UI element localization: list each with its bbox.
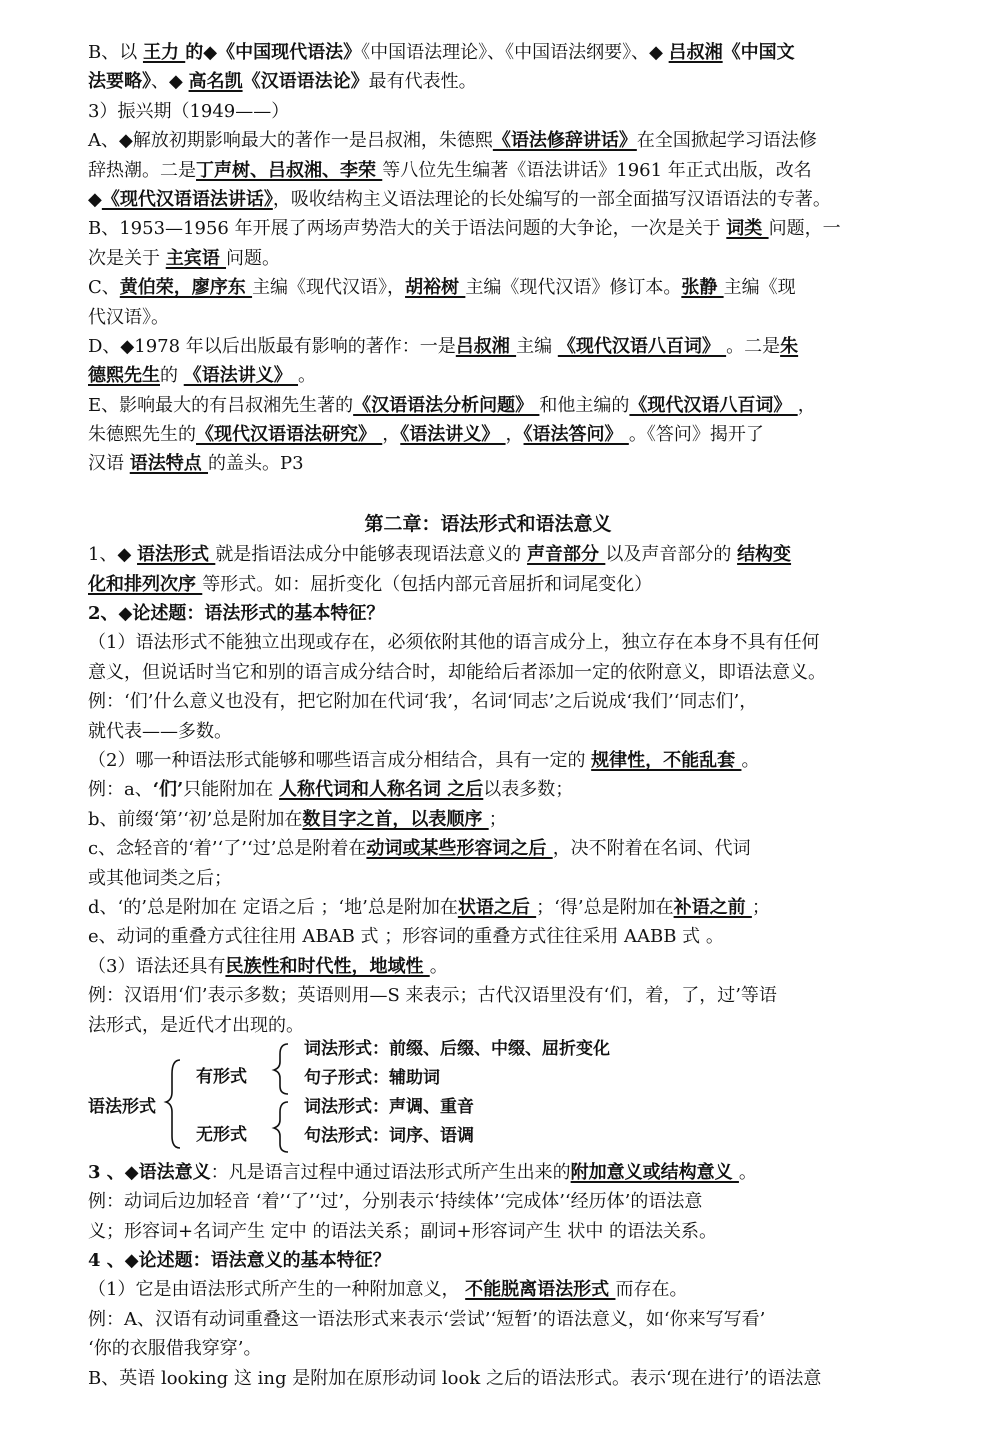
underlined-term: 《现代汉语八百词》 — [557, 335, 727, 357]
underlined-term: 《语法答问》 — [523, 424, 629, 446]
text-line — [88, 834, 888, 863]
text-run: 例：a、 — [88, 779, 153, 801]
text-run: 3）振兴期（1949——） — [88, 100, 290, 122]
underlined-term: 《语法讲义》 — [183, 365, 299, 387]
text-line — [88, 391, 888, 420]
underlined-term: 附加意义或结构意义 — [570, 1161, 739, 1183]
text-line — [88, 570, 888, 599]
underlined-term: 规律性，不能乱套 — [591, 749, 742, 771]
text-run: D、◆1978 年以后出版最有影响的著作：一是 — [88, 335, 456, 357]
text-run: 等八位先生编著《语法讲话》1961 年正式出版，改名 — [382, 159, 812, 181]
underlined-term: 状语之后 — [457, 896, 537, 918]
text-line — [88, 67, 888, 96]
text-line — [88, 893, 888, 922]
text-run: 等形式。如：屈折变化（包括内部元音屈折和词尾变化） — [202, 573, 653, 595]
underlined-term: 黄伯荣，廖序东 — [119, 277, 253, 299]
text-run: 2、◆论述题：语法形式的基本特征？ — [88, 603, 385, 625]
text-run: d、‘的’总是附加在 定语之后 ；‘地’总是附加在 — [88, 896, 458, 918]
text-run: 主编 — [516, 335, 558, 357]
text-run: 或其他词类之后； — [88, 867, 232, 889]
underlined-term: 王力 — [142, 42, 186, 63]
underlined-term: 《现代汉语八百词》 — [629, 394, 798, 416]
text-line — [88, 1305, 888, 1334]
text-run: ‘们’ — [152, 779, 184, 801]
text-line — [88, 1187, 888, 1216]
underlined-term: 《语法修辞讲话》 — [492, 130, 637, 152]
text-run: 例：动词后边加轻音 ‘着’‘了’‘过’，分别表示‘持续体’‘完成体’‘经历体’的语法意 — [88, 1191, 703, 1213]
text-line — [88, 1334, 888, 1363]
text-line — [88, 214, 888, 243]
text-run: 的 — [160, 365, 184, 387]
underlined-term: 语法特点 — [129, 453, 209, 475]
text-run: 就是指语法成分中能够表现语法意义的 — [215, 544, 528, 566]
underlined-term: 数目字之首，以表顺序 — [302, 808, 489, 830]
text-line — [88, 97, 888, 126]
text-line — [88, 540, 888, 569]
document-page — [88, 38, 888, 1393]
text-run: 例：‘们’什么意义也没有，把它附加在代词‘我’，名词‘同志’之后说成‘我们’‘同志们’， — [88, 691, 758, 713]
text-run: 。 — [298, 365, 317, 387]
branch1-brace — [274, 1044, 288, 1094]
text-run: C、 — [88, 277, 120, 299]
text-run: 主编《现代汉语》， — [252, 277, 406, 299]
underlined-term: 朱 — [780, 335, 799, 357]
text-run: 意义，但说话时当它和别的语言成分结合时，却能给后者添加一定的依附意义，即语法意义。 — [88, 661, 826, 683]
text-line — [88, 775, 888, 804]
text-run: 例：A、汉语有动词重叠这一语法形式来表示‘尝试’‘短暂’的语法意义，如‘你来写写看’ — [88, 1308, 766, 1330]
text-run: 、◆ — [151, 71, 189, 93]
underlined-term: 人称代词和人称名词 之后 — [279, 779, 484, 801]
text-run: 汉语 — [88, 453, 130, 475]
text-run: ， — [382, 424, 401, 446]
underlined-term: 声音部分 — [527, 544, 606, 566]
text-line — [88, 185, 888, 214]
diagram-leaf2: 句子形式：辅助词 — [304, 1067, 440, 1088]
underlined-term: 结构变 — [737, 544, 792, 566]
text-line — [88, 1158, 888, 1187]
text-run: （2）哪一种语法形式能够和哪些语言成分相结合，具有一定的 — [88, 749, 592, 771]
text-run: ‘你的衣服借我穿穿’。 — [88, 1338, 262, 1360]
text-run: 代汉语》。 — [88, 306, 169, 328]
underlined-term: 化和排列次序 — [88, 573, 203, 595]
text-run: ；‘得’总是附加在 — [536, 896, 674, 918]
text-run: E、影响最大的有吕叔湘先生著的 — [88, 394, 354, 416]
underlined-term: 丁声树、吕叔湘、李荣 — [196, 159, 383, 181]
text-line — [88, 805, 888, 834]
text-line — [88, 864, 888, 893]
diagram-leaf3: 词法形式：声调、重音 — [304, 1096, 474, 1117]
underlined-term: 高名凯 — [188, 71, 243, 93]
text-run: 。 — [738, 1161, 757, 1183]
text-run: ，决不附着在名词、代词 — [552, 838, 751, 860]
underlined-term: 不能脱离语法形式 — [465, 1279, 616, 1301]
grammar-form-diagram — [88, 1040, 888, 1158]
underlined-term: 吕叔湘 — [455, 335, 517, 357]
text-line — [88, 126, 888, 155]
text-run: 。二是 — [726, 335, 781, 357]
underlined-term: 语法形式 — [137, 544, 216, 566]
text-run: 的◆ — [185, 42, 218, 63]
text-run: 的盖头。P3 — [208, 453, 304, 475]
text-run: 义；形容词+名词产生 定中 的语法关系；副词+形容词产生 状中 的语法关系。 — [88, 1220, 718, 1242]
text-line — [88, 922, 888, 951]
text-run: 法要略》 — [88, 71, 151, 93]
text-run: e、动词的重叠方式往往用 ABAB 式 ；形容词的重叠方式往往采用 AABB 式 。 — [88, 926, 724, 948]
text-run: 只能附加在 — [183, 779, 280, 801]
underlined-term: 《现代汉语语法研究》 — [196, 424, 383, 446]
text-run: 。 — [741, 749, 760, 771]
text-line — [88, 717, 888, 746]
underlined-term: 词类 — [726, 218, 769, 240]
root-brace — [166, 1060, 180, 1148]
text-run: 最有代表性。 — [368, 71, 477, 93]
text-run: 例：汉语用‘们’表示多数；英语则用—S 来表示；古代汉语里没有‘们，着，了，过’等语 — [88, 985, 777, 1007]
text-line — [88, 687, 888, 716]
chapter-title: 第二章：语法形式和语法意义 — [364, 513, 612, 536]
underlined-term: 主宾语 — [165, 247, 227, 269]
text-line — [88, 1364, 888, 1393]
underlined-term: 德熙先生 — [88, 365, 160, 387]
text-run: B、以 — [88, 42, 143, 63]
underlined-term: 补语之前 — [673, 896, 752, 918]
underlined-term: 张静 — [681, 277, 724, 299]
text-line — [88, 156, 888, 185]
underlined-term: 吕叔湘 — [668, 42, 723, 63]
text-line — [88, 449, 888, 478]
text-run: 问题。 — [226, 247, 281, 269]
text-run: 以及声音部分的 — [605, 544, 738, 566]
text-run: 而存在。 — [615, 1279, 688, 1301]
text-line — [88, 1275, 888, 1304]
diagram-root: 语法形式 — [88, 1096, 156, 1117]
text-run: 3 、◆ — [88, 1161, 139, 1183]
text-run: （1）它是由语法形式所产生的一种附加意义， — [88, 1279, 466, 1301]
text-run: 辞热潮。二是 — [88, 159, 196, 181]
text-run: B、1953—1956 年开展了两场声势浩大的关于语法问题的大争论，一次是关于 — [88, 218, 727, 240]
text-run: 《中国文 — [722, 42, 795, 63]
text-line — [88, 420, 888, 449]
text-run: 次是关于 — [88, 247, 166, 269]
text-run: ：凡是语言过程中通过语法形式所产生出来的 — [210, 1161, 571, 1183]
text-line — [88, 599, 888, 628]
underlined-term: 《汉语语法分析问题》 — [353, 394, 540, 416]
text-run: ， — [505, 424, 524, 446]
underlined-term: 动词或某些形容词之后 — [366, 838, 553, 860]
underlined-term: 民族性和时代性，地域性 — [225, 955, 430, 977]
text-line — [88, 303, 888, 332]
text-run: 语法意义 — [138, 1161, 211, 1183]
text-run: c、念轻音的‘着’‘了’‘过’总是附着在 — [88, 838, 367, 860]
underlined-term: 《语法讲义》 — [400, 424, 506, 446]
text-run: 。 — [429, 955, 448, 977]
text-run: ◆ — [88, 188, 102, 210]
diagram-branch2: 无形式 — [196, 1124, 247, 1145]
text-line — [88, 1246, 888, 1275]
text-line — [88, 746, 888, 775]
text-line — [88, 361, 888, 390]
diagram-leaf4: 句法形式：词序、语调 — [304, 1125, 474, 1146]
diagram-leaf1: 词法形式：前缀、后缀、中缀、屈折变化 — [304, 1038, 610, 1059]
text-line — [88, 628, 888, 657]
text-line — [88, 332, 888, 361]
underlined-term: 胡裕树 — [405, 277, 466, 299]
text-run: ； — [751, 896, 770, 918]
text-run: b、前缀‘第’‘初’总是附加在 — [88, 808, 303, 830]
branch2-brace — [274, 1102, 288, 1152]
text-run: 。《答问》揭开了 — [628, 424, 764, 446]
text-run: ， — [797, 394, 816, 416]
text-run: 和他主编的 — [539, 394, 630, 416]
section-history — [88, 38, 888, 479]
text-run: A、◆解放初期影响最大的著作一是吕叔湘，朱德熙 — [88, 130, 493, 152]
text-run: 法形式，是近代才出现的。 — [88, 1014, 304, 1036]
text-run: 4 、◆论述题：语法意义的基本特征？ — [88, 1250, 391, 1272]
text-run: 就代表——多数。 — [88, 720, 232, 742]
text-run: 以表多数； — [483, 779, 574, 801]
text-run: B、英语 looking 这 ing 是附加在原形动词 look 之后的语法形式。表示‘现在进行’的语法意 — [88, 1367, 822, 1389]
text-line — [88, 38, 888, 67]
text-line — [88, 658, 888, 687]
section-form — [88, 540, 888, 1040]
text-run: 《中国现代语法》 — [217, 42, 362, 63]
text-run: ，吸收结构主义语法理论的长处编写的一部全面描写汉语语法的专著。 — [272, 188, 831, 210]
text-run: 《汉语语法论》 — [242, 71, 369, 93]
diagram-branch1: 有形式 — [196, 1066, 247, 1087]
text-run: 问题，一 — [768, 218, 841, 240]
text-run: 1、◆ — [88, 544, 138, 566]
text-line — [88, 244, 888, 273]
text-run: （3）语法还具有 — [88, 955, 226, 977]
text-line — [88, 981, 888, 1010]
text-line — [88, 273, 888, 302]
text-line — [88, 952, 888, 981]
text-run: （1）语法形式不能独立出现或存在，必须依附其他的语言成分上，独立存在本身不具有任何 — [88, 632, 820, 654]
section-meaning — [88, 1158, 888, 1393]
text-run: ； — [488, 808, 507, 830]
text-run: 《中国语法理论》、《中国语法纲要》、◆ — [361, 42, 669, 63]
text-run: 主编《现代汉语》修订本。 — [465, 277, 682, 299]
text-run: 主编《现 — [723, 277, 796, 299]
text-line — [88, 1217, 888, 1246]
text-run: 朱德熙先生的 — [88, 424, 196, 446]
underlined-term: 《现代汉语语法讲话》 — [101, 188, 273, 210]
text-run: 在全国掀起学习语法修 — [636, 130, 817, 152]
